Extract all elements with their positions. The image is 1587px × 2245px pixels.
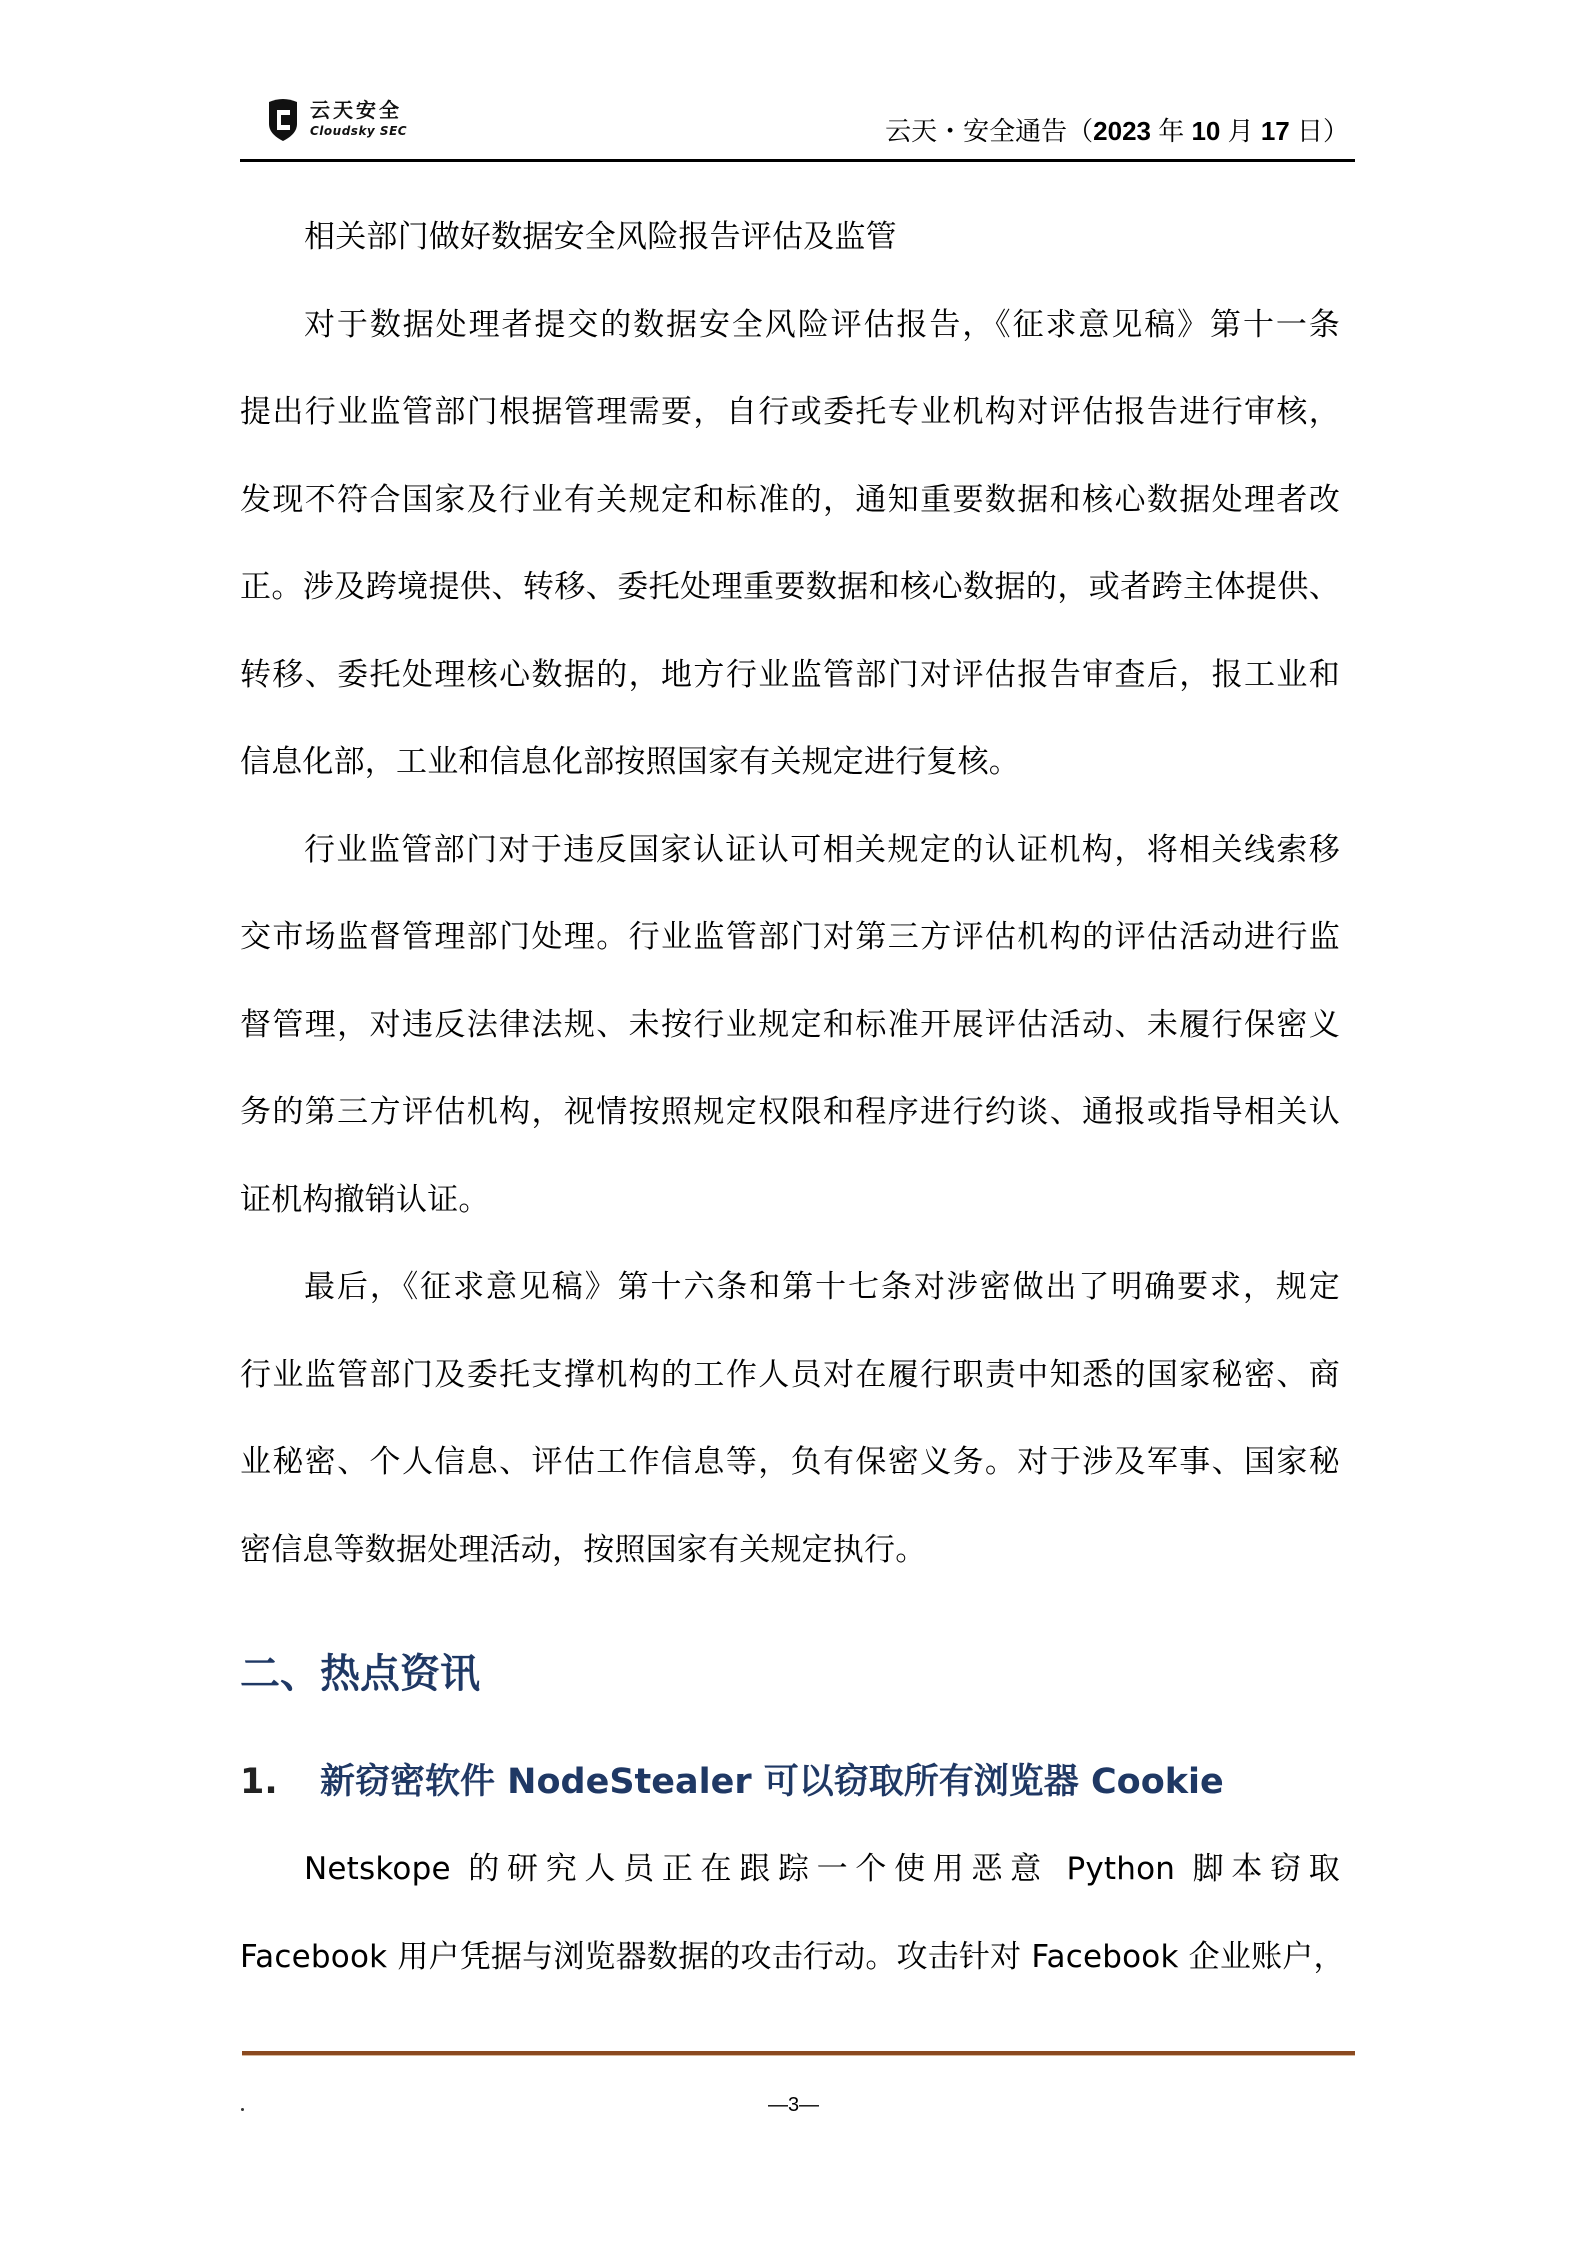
body-line: 行业监管部门及委托支撑机构的工作人员对在履行职责中知悉的国家秘密、商 — [240, 1357, 1340, 1393]
header-title-prefix: 云天・安全通告（ — [885, 116, 1094, 146]
page-number: —3— — [767, 2094, 820, 2116]
subheading-title: 新窃密软件 NodeStealer 可以窃取所有浏览器 Cookie — [320, 1762, 1224, 1802]
footer-divider — [242, 2051, 1355, 2055]
news-line: Facebook 用户凭据与浏览器数据的攻击行动。攻击针对 Facebook 企业账户， — [240, 1939, 1345, 1975]
body-line: 证机构撤销认证。 — [240, 1182, 490, 1218]
body-line: 督管理，对违反法律法规、未按行业规定和标准开展评估活动、未履行保密义 — [240, 1007, 1340, 1043]
body-line: 发现不符合国家及行业有关规定和标准的，通知重要数据和核心数据处理者改 — [240, 482, 1340, 518]
body-line: 信息化部，工业和信息化部按照国家有关规定进行复核。 — [240, 744, 1020, 780]
header-year-unit: 年 — [1151, 116, 1192, 146]
body-line: 务的第三方评估机构，视情按照规定权限和程序进行约谈、通报或指导相关认 — [240, 1094, 1340, 1130]
news-subheading — [240, 1760, 1224, 1804]
shield-logo-icon — [266, 98, 300, 142]
company-logo — [266, 98, 416, 144]
section-heading: 二、热点资讯 — [240, 1651, 480, 1697]
body-line: 密信息等数据处理活动，按照国家有关规定执行。 — [240, 1532, 927, 1568]
body-line: 正。涉及跨境提供、转移、委托处理重要数据和核心数据的，或者跨主体提供、 — [240, 569, 1340, 605]
body-line: 转移、委托处理核心数据的，地方行业监管部门对评估报告审查后，报工业和 — [240, 657, 1340, 693]
body-line: 交市场监督管理部门处理。行业监管部门对第三方评估机构的评估活动进行监 — [240, 919, 1340, 955]
header-month-unit: 月 — [1220, 116, 1261, 146]
subheading-number: 1. — [240, 1762, 278, 1802]
logo-english-name: Cloudsky SEC — [310, 124, 408, 138]
body-line: 相关部门做好数据安全风险报告评估及监管 — [304, 219, 897, 255]
logo-chinese-name: 云天安全 — [310, 98, 402, 122]
body-line: 行业监管部门对于违反国家认证认可相关规定的认证机构，将相关线索移 — [304, 832, 1340, 868]
header-title — [885, 113, 1349, 149]
body-line: 提出行业监管部门根据管理需要，自行或委托专业机构对评估报告进行审核， — [240, 394, 1340, 430]
header-year: 2023 — [1093, 116, 1152, 146]
news-line: Netskope 的研究人员正在跟踪一个使用恶意 Python 脚本窃取 — [304, 1851, 1340, 1887]
header-month: 10 — [1191, 116, 1221, 146]
header-divider — [240, 159, 1355, 162]
header-day: 17 — [1260, 116, 1290, 146]
body-line: 业秘密、个人信息、评估工作信息等，负有保密义务。对于涉及军事、国家秘 — [240, 1444, 1340, 1480]
body-line: 对于数据处理者提交的数据安全风险评估报告，《征求意见稿》第十一条 — [304, 307, 1340, 343]
body-line: 最后，《征求意见稿》第十六条和第十七条对涉密做出了明确要求，规定 — [304, 1269, 1340, 1305]
header-day-suffix: 日） — [1289, 116, 1349, 146]
